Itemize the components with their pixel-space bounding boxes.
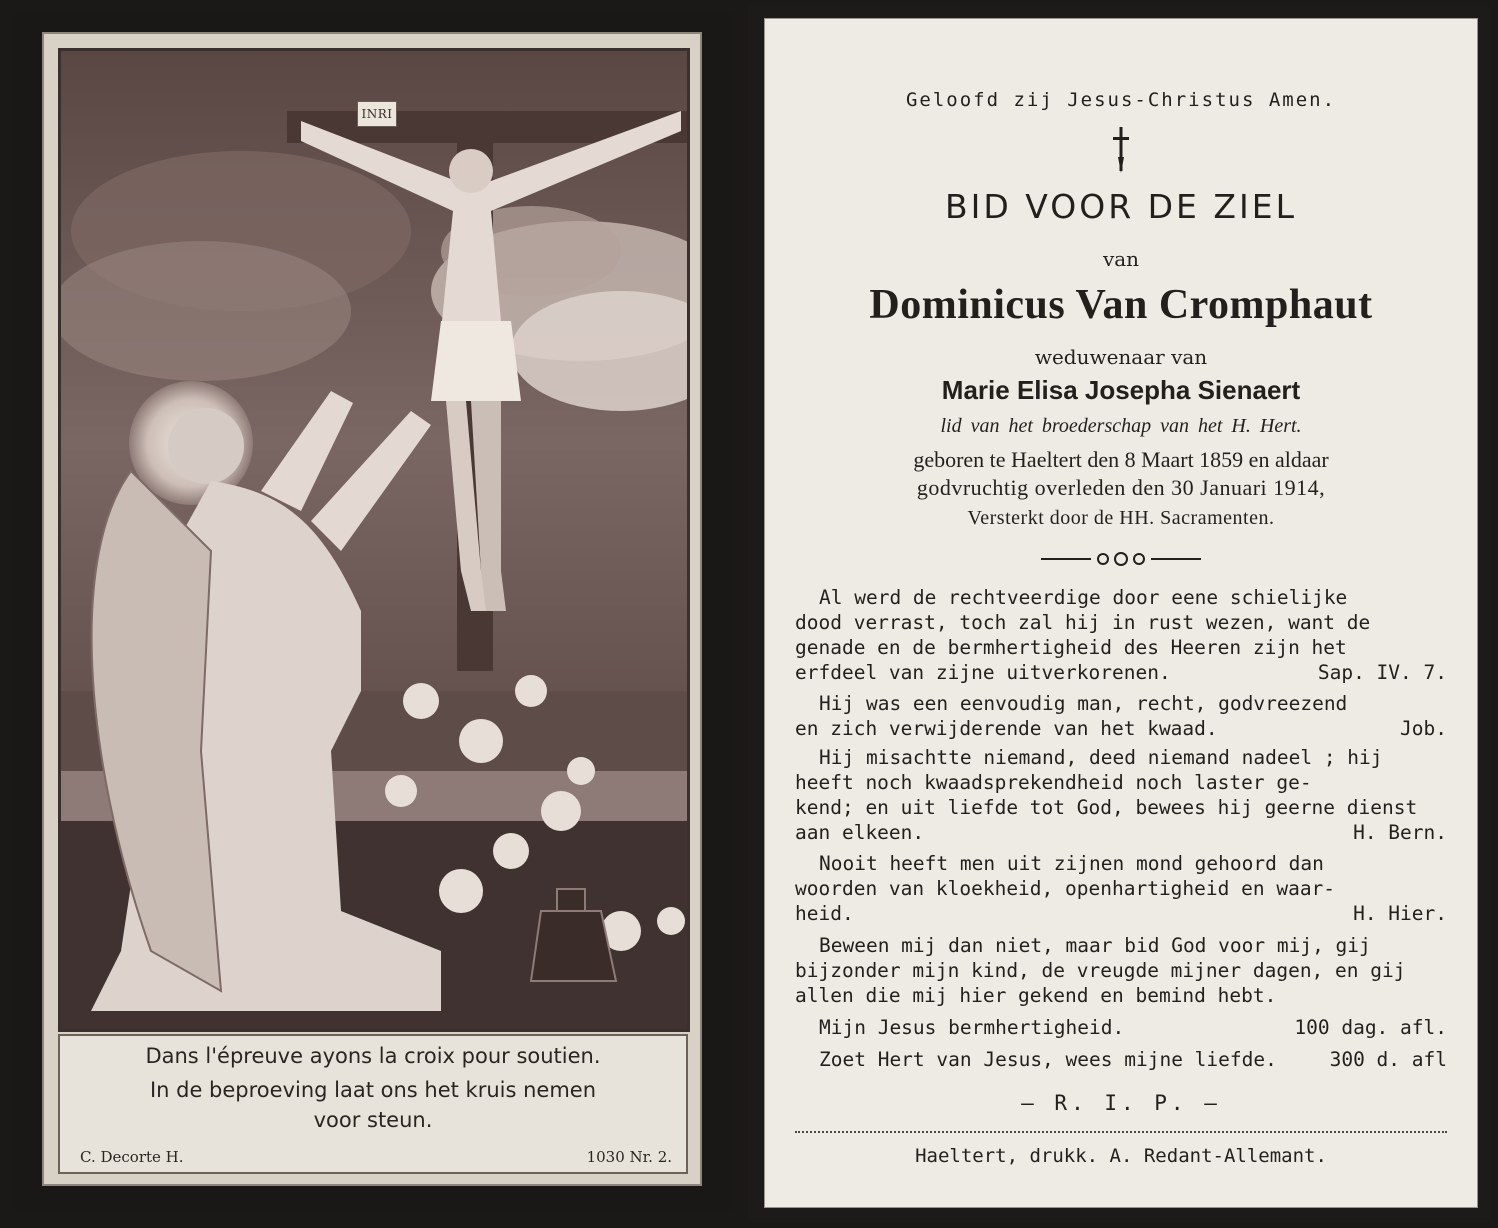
- line-text: Hij was een eenvoudig man, recht, godvreezend: [819, 692, 1348, 715]
- crucifixion-engraving: [61, 51, 687, 1029]
- indulgence-1: [795, 1015, 1447, 1040]
- scripture-source: Job.: [1400, 717, 1447, 740]
- caption-dutch-line1: In de beproeving laat ons het kruis nemen: [149, 1078, 597, 1102]
- indulgence-1-value: 100 dag. afl.: [1294, 1016, 1447, 1039]
- left-card: [12, 14, 734, 1210]
- prayer-title: BID VOOR DE ZIEL: [945, 187, 1297, 226]
- left-card-frame: [42, 32, 702, 1186]
- death-line: godvruchtig overleden den 30 Januari 1914,: [916, 475, 1326, 500]
- ornamental-divider-icon: [1041, 549, 1201, 569]
- indulgence-2-text: Zoet Hert van Jesus, wees mijne liefde.: [819, 1048, 1277, 1071]
- scripture-source: H. Hier.: [1353, 902, 1447, 925]
- scripture-source: H. Bern.: [1353, 821, 1447, 844]
- caption-french: Dans l'épreuve ayons la croix pour soutien.: [145, 1044, 601, 1068]
- van-label: van: [1102, 247, 1140, 271]
- paragraph-line: [795, 660, 1447, 685]
- paragraph-line: [795, 795, 1447, 820]
- scripture-paragraph: [795, 585, 1447, 685]
- caption-dutch-line2: voor steun.: [313, 1108, 433, 1132]
- paragraph-line: [795, 820, 1447, 845]
- scripture-paragraph: [795, 691, 1447, 741]
- paragraph-line: [795, 716, 1447, 741]
- printer-credit: Haeltert, drukk. A. Redant-Allemant.: [915, 1145, 1327, 1167]
- widower-label: weduwenaar van: [1034, 345, 1208, 369]
- spouse-name: Marie Elisa Josepha Sienaert: [941, 375, 1301, 405]
- indulgence-2-value: 300 d. afl: [1329, 1048, 1447, 1071]
- paragraph-line: [795, 745, 1447, 770]
- memorial-text-panel: [764, 18, 1478, 1208]
- membership-line: lid van het broederschap van het H. Hert.: [940, 415, 1302, 437]
- dotted-divider: [795, 1131, 1447, 1133]
- line-text: aan elkeen.: [795, 821, 925, 844]
- publisher-credit: C. Decorte H.: [80, 1148, 184, 1166]
- paragraph-line: [795, 901, 1447, 926]
- scripture-paragraph: [795, 933, 1447, 1008]
- line-text: allen die mij hier gekend en bemind hebt.: [795, 984, 1277, 1007]
- line-text: erfdeel van zijne uitverkorenen.: [795, 661, 1171, 684]
- line-text: Nooit heeft men uit zijnen mond gehoord dan: [819, 852, 1324, 875]
- paragraph-line: [795, 585, 1447, 610]
- right-card: [748, 4, 1490, 1222]
- paragraph-line: [795, 691, 1447, 716]
- indulgence-2: [795, 1047, 1447, 1072]
- birth-line: geboren te Haeltert den 8 Maart 1859 en aldaar: [913, 447, 1329, 472]
- header-blessing: Geloofd zij Jesus-Christus Amen.: [905, 89, 1337, 111]
- paragraph-line: [795, 851, 1447, 876]
- dagger-cross-icon: [1111, 127, 1131, 173]
- scripture-paragraph: [795, 745, 1447, 845]
- paragraph-line: [795, 876, 1447, 901]
- rip-line: — R. I. P. —: [1021, 1091, 1221, 1115]
- deceased-name: Dominicus Van Cromphaut: [869, 282, 1373, 328]
- caption-box: [58, 1034, 688, 1174]
- line-text: bijzonder mijn kind, de vreugde mijner dagen, en gij: [795, 959, 1406, 982]
- inri-plaque: INRI: [357, 101, 397, 127]
- paragraph-line: [795, 610, 1447, 635]
- line-text: Hij misachtte niemand, deed niemand nadeel ; hij: [819, 746, 1383, 769]
- paragraph-line: [795, 983, 1447, 1008]
- line-text: genade en de bermhertigheid des Heeren zijn het: [795, 636, 1347, 659]
- scripture-paragraph: [795, 851, 1447, 926]
- line-text: Al werd de rechtveerdige door eene schielijke: [819, 586, 1348, 609]
- line-text: kend; en uit liefde tot God, bewees hij geerne dienst: [795, 796, 1418, 819]
- line-text: heid.: [795, 902, 854, 925]
- line-text: dood verrast, toch zal hij in rust wezen, want de: [795, 611, 1371, 634]
- line-text: woorden van kloekheid, openhartigheid en waar-: [795, 877, 1336, 900]
- sacraments-line: Versterkt door de HH. Sacramenten.: [967, 507, 1275, 529]
- indulgence-1-text: Mijn Jesus bermhertigheid.: [819, 1016, 1125, 1039]
- line-text: Beween mij dan niet, maar bid God voor mij, gij: [819, 934, 1371, 957]
- paragraph-line: [795, 770, 1447, 795]
- scripture-source: Sap. IV. 7.: [1317, 661, 1447, 684]
- paragraph-line: [795, 958, 1447, 983]
- line-text: en zich verwijderende van het kwaad.: [795, 717, 1218, 740]
- crucifixion-illustration: [58, 48, 690, 1032]
- line-text: heeft noch kwaadsprekendheid noch laster ge-: [795, 771, 1312, 794]
- catalog-number: 1030 Nr. 2.: [586, 1148, 672, 1166]
- paragraph-line: [795, 933, 1447, 958]
- paragraph-line: [795, 635, 1447, 660]
